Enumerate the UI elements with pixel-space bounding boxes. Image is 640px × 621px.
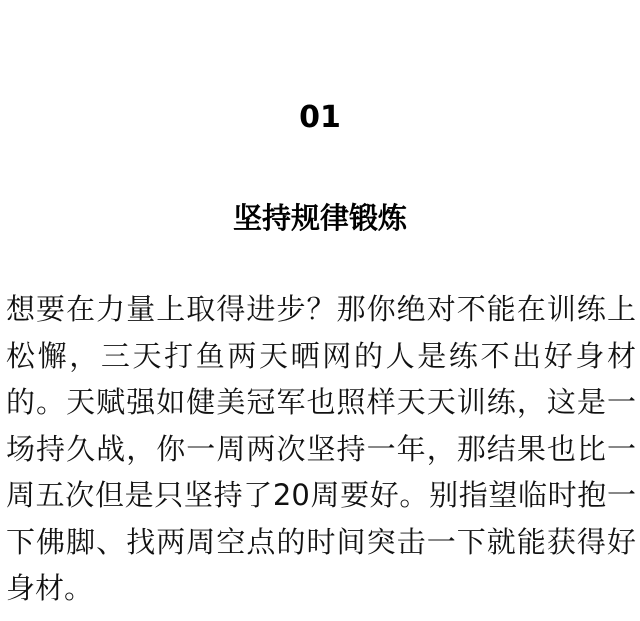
section-heading: 坚持规律锻炼 xyxy=(232,201,407,235)
section-number: 01 xyxy=(299,100,341,135)
body-paragraph: 想要在力量上取得进步？那你绝对不能在训练上松懈，三天打鱼两天晒网的人是练不出好身材的。天赋强如健美冠军也照样天天训练，这是一场持久战，你一周两次坚持一年，那结果也比一周五次但是只坚持了20周要好。别指望临时抱一下佛脚、找两周空点的时间突击一下就能获得好身材。 xyxy=(6,292,636,605)
